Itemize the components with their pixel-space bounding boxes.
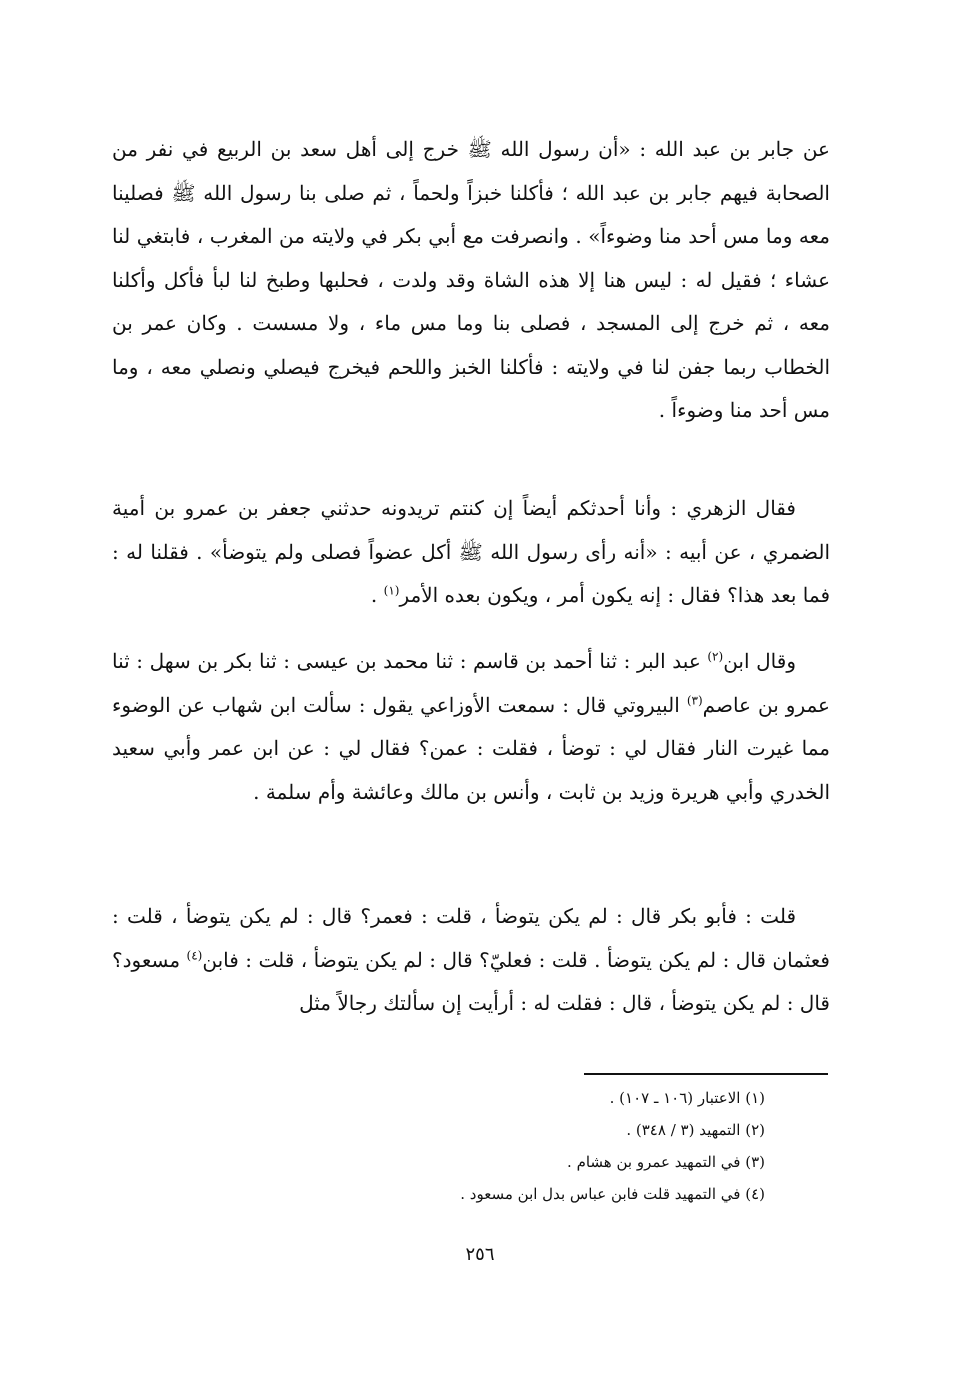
footnote-ref-3[interactable]: (٣) <box>686 692 703 707</box>
paragraph-zuhri <box>112 487 830 618</box>
footnotes <box>380 1082 765 1210</box>
paragraph-ibn-abd-al-barr <box>112 640 830 814</box>
paragraph-text: عبد البر : ثنا أحمد بن قاسم : ثنا محمد بن عيسى : ثنا بكر بن سهل : ثنا عمرو بن عاصم <box>112 649 830 717</box>
paragraph-text: مسعود؟ قال : لم يكن يتوضأ ، قال : فقلت له : أرأيت إن سألتك رجالاً مثل <box>112 947 830 1015</box>
footnote-ref-4[interactable]: (٤) <box>186 947 203 962</box>
footnote-ref-2[interactable]: (٢) <box>707 649 724 664</box>
paragraph-jabir-hadith <box>112 128 830 433</box>
footnote-divider <box>584 1073 828 1075</box>
footnote-1: (١) الاعتبار (١٠٦ ـ ١٠٧) . <box>609 1089 765 1107</box>
footnote-ref-1[interactable]: (١) <box>383 583 400 598</box>
paragraph-text: فقال الزهري : وأنا أحدثكم أيضاً إن كنتم تريدونه حدثني جعفر بن عمرو بن أمية الضمري ، عن أبيه : «أنه رأى رسول الله ﷺ أكل عضواً فصلى ولم يتوضأ» . فقلنا له : فما بعد هذا؟ فقال : إنه يكون أمر ، ويكون بعده الأمر <box>112 496 830 607</box>
paragraph-text: وقال ابن <box>723 649 796 673</box>
paragraph-text: . <box>370 583 384 607</box>
paragraph-text: قلت : فأبو بكر قال : لم يكن يتوضأ ، قلت : فعمر؟ قال : لم يكن يتوضأ ، قلت : فعثمان قال : لم يكن يتوضأ . قلت : فعليّ؟ قال : لم يكن يتوضأ ، قلت : فابن <box>112 904 830 972</box>
page-number: ٢٥٦ <box>465 1244 495 1265</box>
footnote-2: (٢) التمهيد (٣ / ٣٤٨) . <box>626 1121 765 1139</box>
paragraph-questions <box>112 895 830 1026</box>
footnote-3: (٣) في التمهيد عمرو بن هشام . <box>567 1153 765 1171</box>
paragraph-text: عن جابر بن عبد الله : «أن رسول الله ﷺ خرج إلى أهل سعد بن الربيع في نفر من الصحابة فيهم جابر بن عبد الله ؛ فأكلنا خبزاً ولحماً ، ثم صلى بنا رسول الله ﷺ فصلينا معه وما مس أحد منا وضوءاً» . وانصرفت مع أبي بكر في ولايته من المغرب ، فابتغي لنا عشاء ؛ فقيل له : ليس هنا إلا هذه الشاة وقد ولدت ، فحلبها وطبخ لنا لبأ فأكل وأكلنا معه ، ثم خرج إلى المسجد ، فصلى بنا وما مس ماء ، ولا مسست . وكان عمر بن الخطاب ربما جفن لنا في ولايته : فأكلنا الخبز واللحم فيخرج فيصلي ونصلي معه ، وما مس أحد منا وضوءاً . <box>112 137 831 422</box>
footnote-4: (٤) في التمهيد قلت فابن عباس بدل ابن مسعود . <box>460 1185 765 1203</box>
paragraph-text: البيروتي قال : سمعت الأوزاعي يقول : سألت ابن شهاب عن الوضوء مما غيرت النار فقال لي : توضأ ، فقلت : عمن؟ فقال لي : عن ابن عمر وأبي سعيد الخدري وأبي هريرة وزيد بن ثابت ، وأنس بن مالك وعائشة وأم سلمة . <box>112 692 830 804</box>
